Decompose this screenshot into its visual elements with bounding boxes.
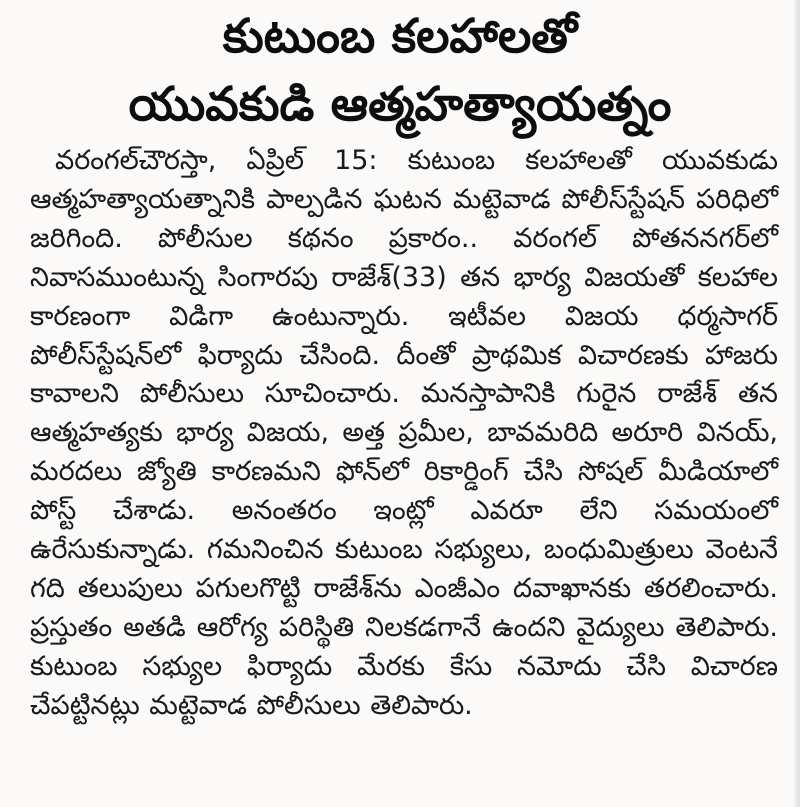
headline-line-2: యువకుడి ఆత్మహత్యాయత్నం — [128, 77, 672, 132]
page-edge-shadow — [794, 0, 800, 807]
article-body: వరంగల్‌చౌరస్తా, ఏప్రిల్ 15: కుటుంబ కలహాలతో యువకుడు ఆత్మహత్యాయత్నానికి పాల్పడిన ఘటన మట్టెవాడ పోలీస్‌స్టేషన్ పరిధిలో జరిగింది. పోలీసుల కథనం ప్రకారం.. వరంగల్ పోతననగర్‌లో నివాసముంటున్న సింగారపు రాజేశ్(33) తన భార్య విజయతో కలహాల కారణంగా విడిగా ఉంటున్నారు. ఇటీవల విజయ ధర్మసాగర్ పోలీస్‌స్టేషన్‌లో ఫిర్యాదు చేసింది. దీంతో ప్రాథమిక విచారణకు హాజరు కావాలని పోలీసులు సూచించారు. మనస్తాపానికి గురైన రాజేశ్ తన ఆత్మహత్యకు భార్య విజయ, అత్త ప్రమీల, బావమరిది అరూరి వినయ్, మరదలు జ్యోతి కారణమని ఫోన్‌లో రికార్డింగ్ చేసి సోషల్ మీడియాలో పోస్ట్ చేశాడు. అనంతరం ఇంట్లో ఎవరూ లేని సమయంలో ఉరేసుకున్నాడు. గమనించిన కుటుంబ సభ్యులు, బంధుమిత్రులు వెంటనే గది తలుపులు పగులగొట్టి రాజేశ్‌ను ఎంజీఎం దవాఖానకు తరలించారు. ప్రస్తుతం అతడి ఆరోగ్య పరిస్థితి నిలకడగానే ఉందని వైద్యులు తెలిపారు. కుటుంబ సభ్యుల ఫిర్యాదు మేరకు కేసు నమోదు చేసి విచారణ చేపట్టినట్లు మట్టెవాడ పోలీసులు తెలిపారు. — [30, 145, 778, 721]
headline-line-1: కుటుంబ కలహాలతో — [222, 9, 578, 64]
